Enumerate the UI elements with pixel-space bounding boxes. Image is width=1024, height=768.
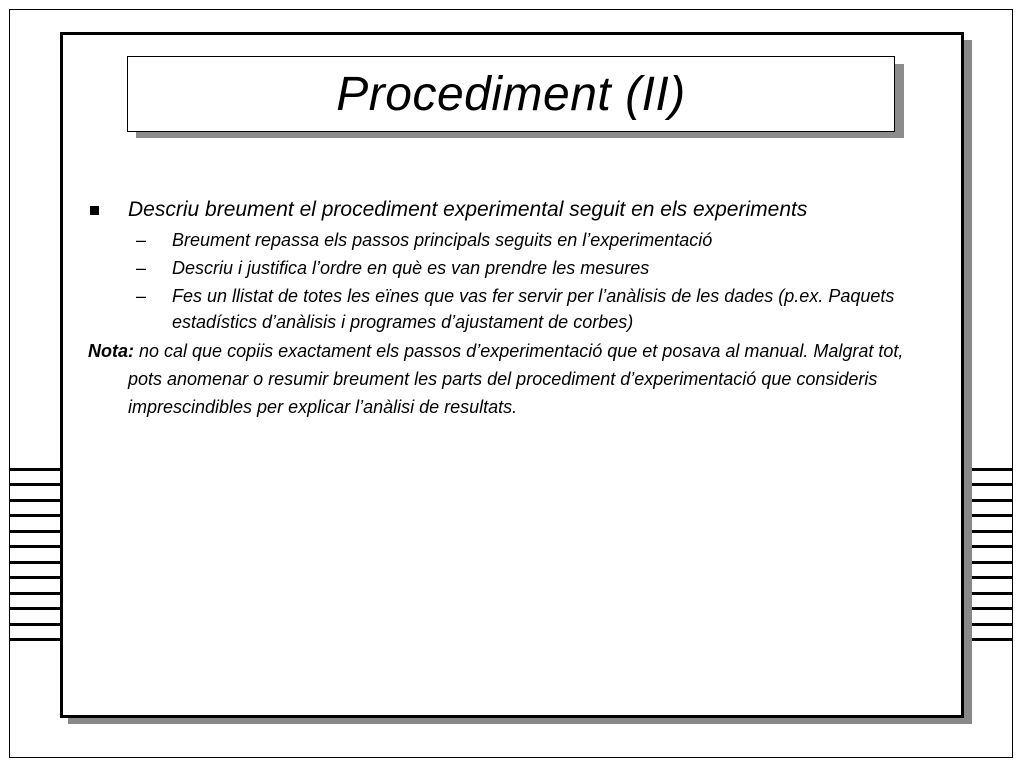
dash-bullet-icon: – [136, 286, 147, 306]
note-paragraph [88, 337, 938, 421]
slide-title: Procediment (II) [336, 67, 686, 121]
dash-bullet-icon: – [136, 258, 147, 278]
note-label: Nota: [88, 341, 134, 361]
title-box [127, 56, 895, 132]
sub-bullet-text: Fes un llistat de totes les eïnes que vas fer servir per l’anàlisis de les dades (p.ex. Paquets estadístics d’anàlisis i programes d’ajustament de corbes) [172, 286, 895, 332]
slide-content [88, 195, 938, 421]
note-text: no cal que copiis exactament els passos d’experimentació que et posava al manual. Malgrat tot, pots anomenar o resumir breument les parts del procediment d’experimentació que consideris imprescindibles per explicar l’anàlisi de resultats. [128, 341, 904, 417]
dash-bullet-icon: – [136, 230, 147, 250]
bullet-item [88, 195, 938, 225]
sub-bullet-text: Breument repassa els passos principals seguits en l’experimentació [172, 230, 713, 250]
sub-bullet-text: Descriu i justifica l’ordre en què es van prendre les mesures [172, 258, 650, 278]
sub-bullet-item [88, 255, 938, 281]
sub-bullet-item [88, 283, 938, 335]
square-bullet-icon [90, 206, 99, 215]
bullet-text: Descriu breument el procediment experimental seguit en els experiments [128, 198, 808, 221]
sub-bullet-item [88, 227, 938, 253]
